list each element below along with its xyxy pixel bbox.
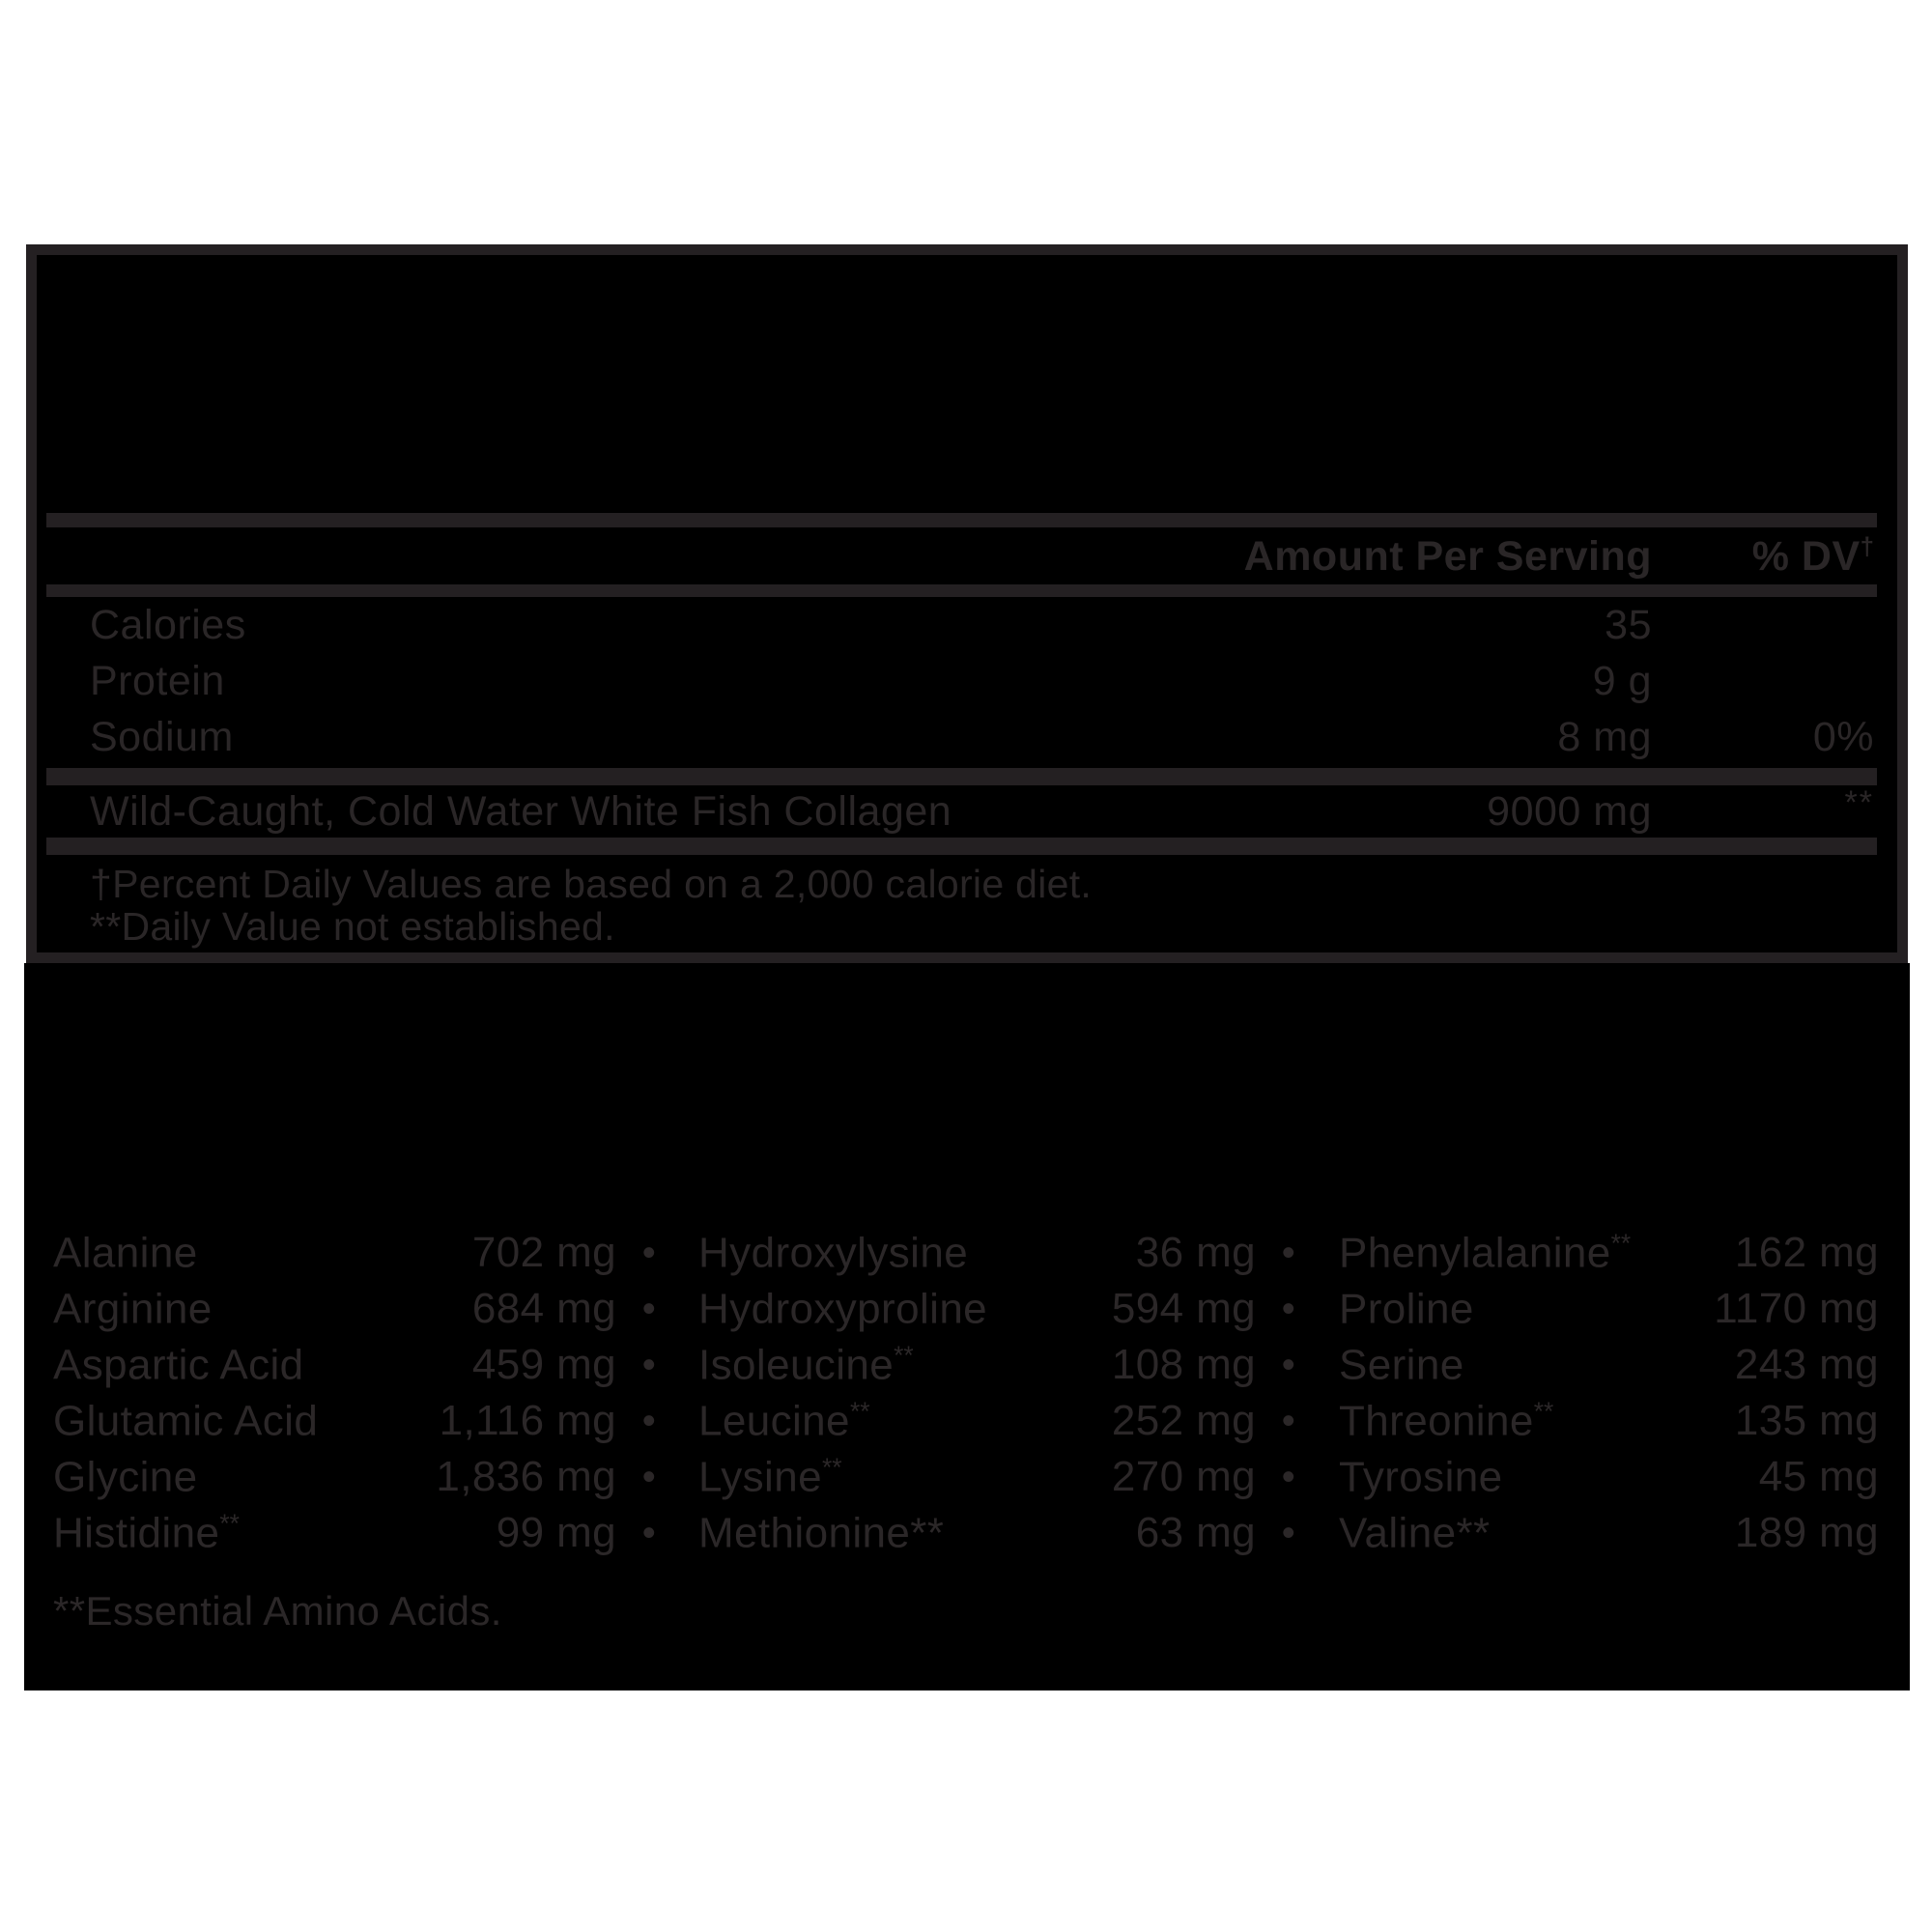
amount-per-serving-header: Amount Per Serving — [1243, 532, 1652, 580]
amino-value: 36 mg — [1135, 1229, 1256, 1276]
facts-header-row — [53, 529, 1874, 583]
sodium-dv: 0% — [1812, 713, 1874, 760]
facts-row-sodium — [53, 709, 1874, 765]
amino-name: Glycine — [53, 1453, 198, 1501]
protein-amount: 9 g — [1592, 657, 1652, 704]
amino-value: 108 mg — [1111, 1341, 1256, 1388]
amino-value: 270 mg — [1111, 1453, 1256, 1500]
amino-name: Lysine** — [698, 1452, 842, 1501]
amino-row — [53, 1505, 1879, 1561]
collagen-dv-asterisks: ** — [1844, 783, 1874, 821]
amino-name: Proline — [1339, 1285, 1474, 1333]
bullet-icon: • — [1281, 1343, 1296, 1386]
amino-name: Methionine** — [698, 1509, 945, 1557]
amino-name: Serine — [1339, 1341, 1464, 1389]
amino-row — [53, 1393, 1879, 1449]
bullet-icon: • — [641, 1343, 657, 1386]
bullet-icon: • — [641, 1287, 657, 1330]
calories-amount: 35 — [1605, 601, 1652, 648]
amino-row — [53, 1449, 1879, 1505]
collagen-label: Wild-Caught, Cold Water White Fish Collagen — [90, 787, 952, 835]
bullet-icon: • — [1281, 1287, 1296, 1330]
amino-value: 45 mg — [1758, 1453, 1879, 1500]
amino-name: Phenylalanine** — [1339, 1228, 1632, 1277]
dagger-superscript: † — [1860, 533, 1874, 561]
bullet-icon: • — [641, 1511, 657, 1554]
amino-name: Leucine** — [698, 1396, 870, 1445]
facts-row-calories — [53, 597, 1874, 653]
calories-label: Calories — [90, 601, 246, 648]
amino-row — [53, 1225, 1879, 1281]
amino-value: 189 mg — [1734, 1509, 1879, 1556]
amino-value: 702 mg — [471, 1229, 616, 1276]
sodium-label: Sodium — [90, 713, 234, 760]
amino-name: Glutamic Acid — [53, 1397, 319, 1445]
bullet-icon: • — [1281, 1455, 1296, 1498]
amino-name: Alanine — [53, 1229, 198, 1277]
rule-below-collagen — [46, 838, 1877, 855]
amino-name: Threonine** — [1339, 1396, 1554, 1445]
rule-under-header — [46, 584, 1877, 597]
amino-name: Isoleucine** — [698, 1340, 914, 1389]
collagen-amount: 9000 mg — [1487, 787, 1652, 835]
bullet-icon: • — [1281, 1399, 1296, 1442]
amino-value: 594 mg — [1111, 1285, 1256, 1332]
rule-top — [46, 513, 1877, 527]
protein-label: Protein — [90, 657, 225, 704]
amino-name: Hydroxylysine — [698, 1229, 969, 1277]
amino-row — [53, 1337, 1879, 1393]
amino-name: Aspartic Acid — [53, 1341, 304, 1389]
essential-amino-acids-footnote: **Essential Amino Acids. — [53, 1588, 502, 1634]
amino-name: Arginine — [53, 1285, 213, 1333]
bullet-icon: • — [641, 1399, 657, 1442]
amino-name: Tyrosine — [1339, 1453, 1503, 1501]
amino-value: 99 mg — [496, 1509, 616, 1556]
supplement-facts-inner — [37, 255, 1897, 952]
amino-name: Hydroxyproline — [698, 1285, 988, 1333]
amino-value: 243 mg — [1734, 1341, 1879, 1388]
amino-row — [53, 1281, 1879, 1337]
amino-value: 252 mg — [1111, 1397, 1256, 1444]
supplement-facts-panel — [26, 244, 1908, 963]
facts-row-collagen — [53, 785, 1874, 838]
amino-name: Valine** — [1339, 1509, 1491, 1557]
bullet-icon: • — [641, 1231, 657, 1274]
percent-dv-header — [1652, 533, 1874, 581]
amino-value: 684 mg — [471, 1285, 616, 1332]
daily-value-footnote: †Percent Daily Values are based on a 2,000 calorie diet. — [90, 861, 1093, 906]
amino-value: 135 mg — [1734, 1397, 1879, 1444]
dv-not-established-footnote: **Daily Value not established. — [90, 903, 615, 949]
amino-value: 459 mg — [471, 1341, 616, 1388]
amino-value: 1,116 mg — [439, 1397, 616, 1444]
amino-value: 1,836 mg — [436, 1453, 616, 1500]
percent-dv-label: % DV — [1751, 532, 1861, 580]
amino-acid-profile-panel — [24, 963, 1910, 1690]
bullet-icon: • — [641, 1455, 657, 1498]
facts-row-protein — [53, 653, 1874, 709]
bullet-icon: • — [1281, 1231, 1296, 1274]
rule-above-collagen — [46, 768, 1877, 785]
sodium-amount: 8 mg — [1557, 713, 1652, 760]
amino-value: 63 mg — [1135, 1509, 1256, 1556]
amino-name: Histidine** — [53, 1508, 240, 1557]
bullet-icon: • — [1281, 1511, 1296, 1554]
amino-value: 1170 mg — [1714, 1285, 1879, 1332]
amino-value: 162 mg — [1734, 1229, 1879, 1276]
